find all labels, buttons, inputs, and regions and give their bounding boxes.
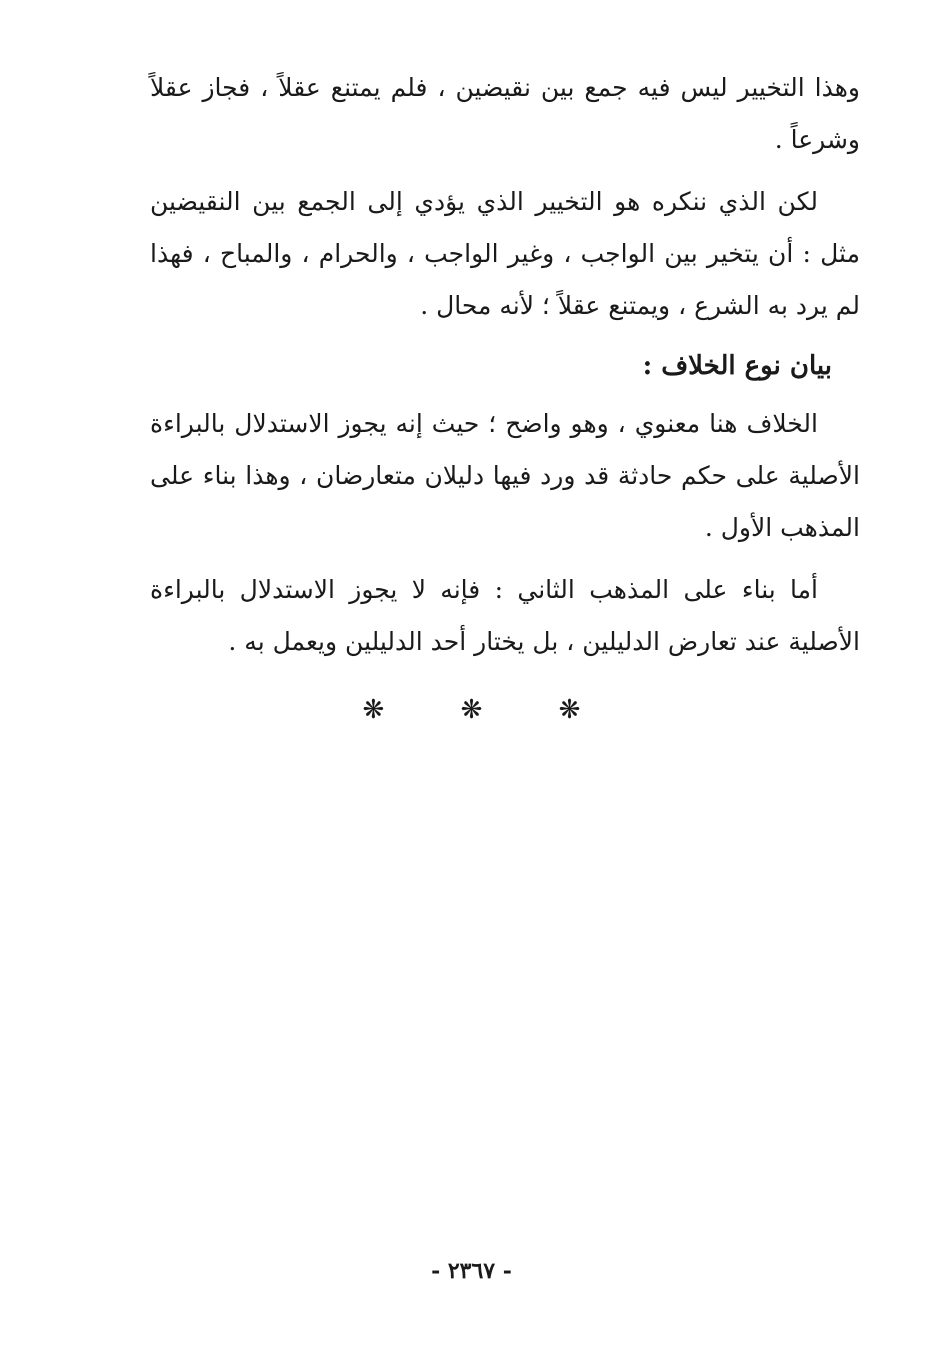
paragraph-3: الخلاف هنا معنوي ، وهو واضح ؛ حيث إنه يجوز الاستدلال بالبراءة الأصلية على حكم حادثة قد ورد فيها دليلان متعارضان ، وهذا بناء على المذهب الأول . [150,409,860,542]
separator-star-icon: ❋ [460,695,483,725]
separator-star-icon: ❋ [558,695,581,725]
separator-star-icon: ❋ [362,695,385,725]
paragraph-1: وهذا التخيير ليس فيه جمع بين نقيضين ، فلم يمتنع عقلاً ، فجاز عقلاً وشرعاً . [150,73,860,154]
paragraph-4: أما بناء على المذهب الثاني : فإنه لا يجوز الاستدلال بالبراءة الأصلية عند تعارض الدليلين ، بل يختار أحد الدليلين ويعمل به . [150,575,860,656]
section-separator [0,695,943,725]
page-number: - ٢٣٦٧ - [431,1258,512,1284]
section-heading: بيان نوع الخلاف : [642,351,832,381]
paragraph-2: لكن الذي ننكره هو التخيير الذي يؤدي إلى الجمع بين النقيضين مثل : أن يتخير بين الواجب ، وغير الواجب ، والحرام ، والمباح ، فهذا لم يرد به الشرع ، ويمتنع عقلاً ؛ لأنه محال . [150,187,860,320]
body-text-top [150,62,860,668]
